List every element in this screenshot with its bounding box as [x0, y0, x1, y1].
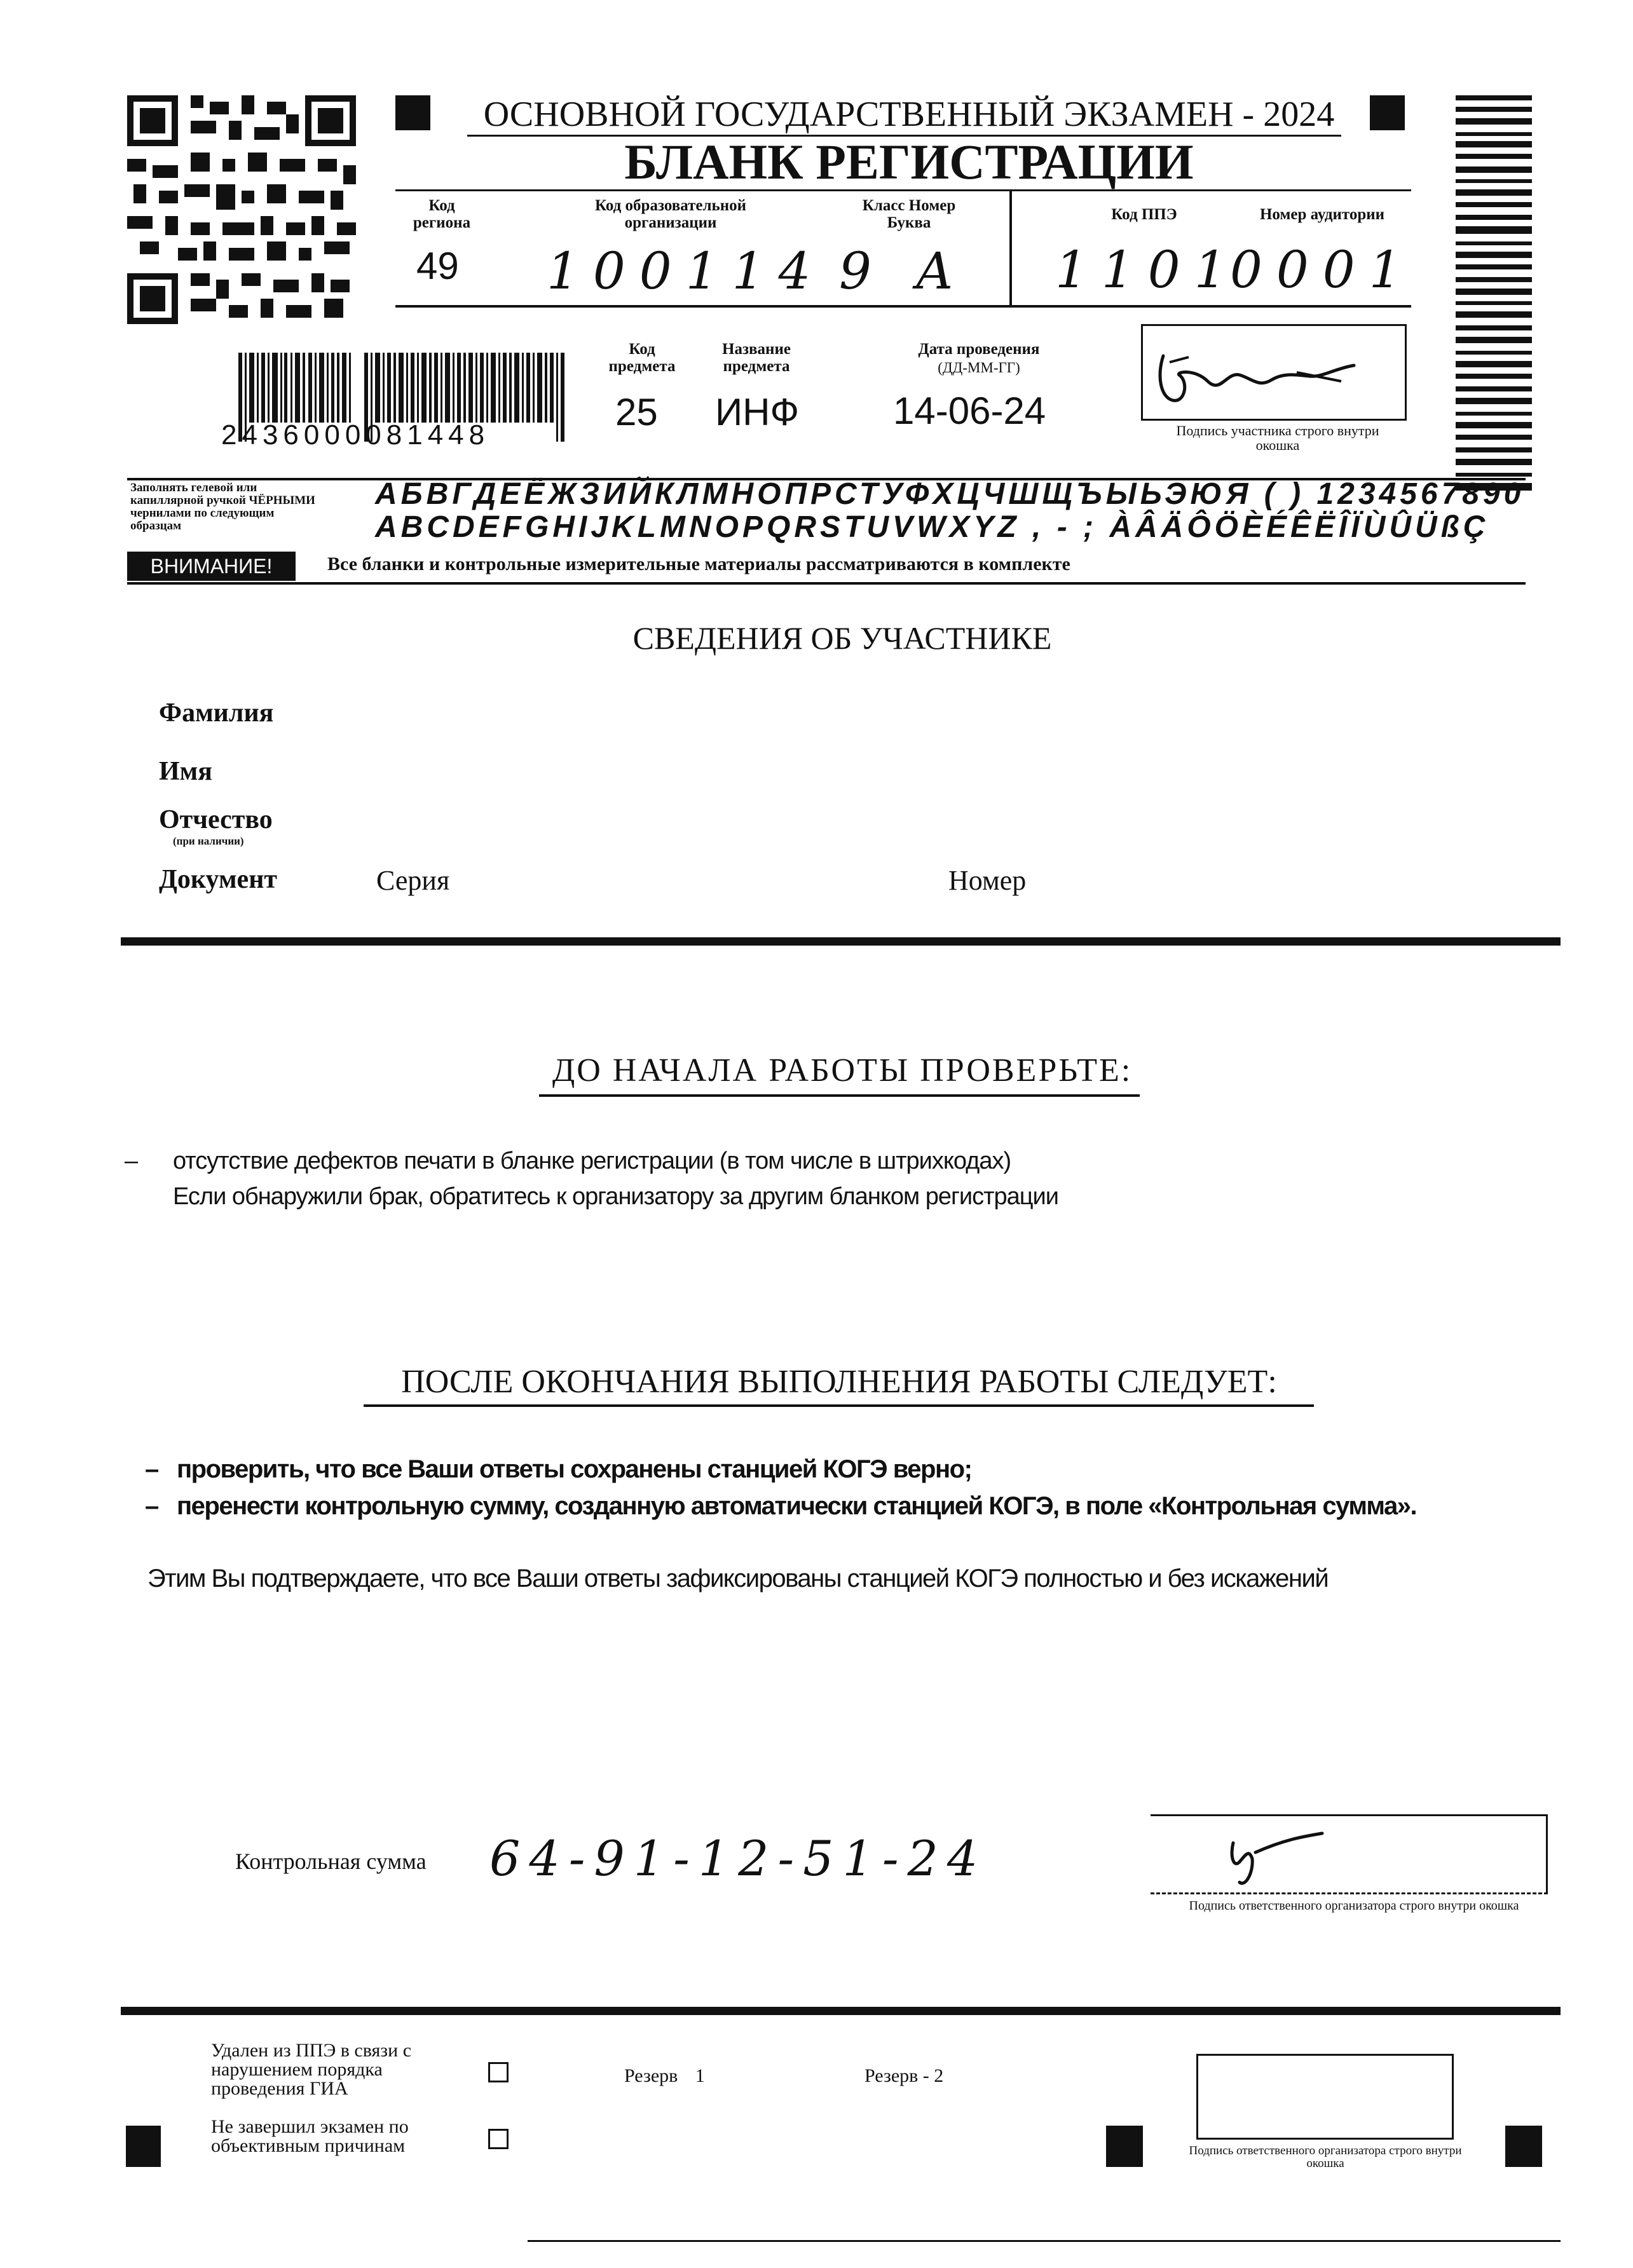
sample-row-2: ABCDEFGHIJKLMNOPQRSTUVWXYZ , - ; ÀÂÄÔÖÈÉÊËÎÏÙÛÜßÇ	[375, 510, 1489, 544]
after-item-1: проверить, что все Ваши ответы сохранены станцией КОГЭ верно;	[177, 1455, 972, 1483]
signature-scribble	[1151, 337, 1373, 413]
after-item-2: перенести контрольную сумму, созданную автоматически станцией КОГЭ, в поле «Контрольная сумма».	[177, 1492, 1417, 1520]
sample-instruction: Заполнять гелевой или капиллярной ручкой ЧЁРНЫМИ чернилами по следующим образцам	[130, 481, 315, 533]
divider	[121, 937, 1561, 946]
corner-marker	[1370, 95, 1405, 130]
patronymic-label: Отчество	[159, 805, 273, 834]
room-label: Номер аудитории	[1259, 206, 1385, 223]
divider	[395, 305, 1411, 308]
divider	[539, 1094, 1140, 1097]
checksum-label: Контрольная сумма	[235, 1849, 427, 1874]
attention-badge: ВНИМАНИЕ!	[127, 552, 296, 581]
after-confirm: Этим Вы подтверждаете, что все Ваши ответы зафиксированы станцией КОГЭ полностью и без искажений	[147, 1565, 1329, 1592]
class-label: Класс Номер Буква	[862, 197, 956, 231]
corner-marker	[126, 2126, 161, 2167]
form-title: БЛАНК РЕГИСТРАЦИИ	[624, 134, 1194, 189]
divider	[1009, 189, 1012, 308]
sample-row-1: АБВГДЕЁЖЗИЙКЛМНОПРСТУФХЦЧШЩЪЫЬЭЮЯ ( ) 1234567890	[375, 477, 1525, 511]
name-label: Имя	[159, 757, 212, 786]
qr-code	[127, 95, 356, 324]
subject-name-label: Название предмета	[722, 341, 791, 375]
footer-signature-caption: Подпись ответственного организатора строго внутри окошка	[1189, 2144, 1462, 2170]
organizer-signature-caption: Подпись ответственного организатора строго внутри окошка	[1189, 1899, 1519, 1913]
timing-marks	[1456, 95, 1532, 499]
reserve-2-label: Резерв - 2	[864, 2065, 944, 2086]
signature-scribble	[1220, 1824, 1348, 1894]
region-label: Код региона	[413, 197, 471, 231]
document-label: Документ	[159, 865, 278, 894]
series-label: Серия	[376, 865, 450, 896]
participant-signature-caption: Подпись участника строго внутри окошка	[1176, 423, 1379, 453]
divider	[364, 1404, 1314, 1407]
unfinished-checkbox[interactable]	[488, 2129, 509, 2149]
subject-code-label: Код предмета	[608, 341, 676, 375]
divider	[395, 189, 1411, 191]
ppe-value: 1101	[1055, 240, 1241, 299]
class-letter: А	[915, 241, 968, 301]
before-line-1: отсутствие дефектов печати в бланке регистрации (в том числе в штрихкодах)	[173, 1148, 1011, 1174]
organizer-signature-box[interactable]	[1151, 1814, 1548, 1894]
corner-marker	[1505, 2126, 1542, 2167]
reserve-1-label: Резерв 1	[624, 2065, 705, 2086]
class-number: 9	[839, 241, 885, 301]
removed-checkbox[interactable]	[488, 2062, 509, 2082]
subject-code-value: 25	[615, 391, 658, 433]
surname-label: Фамилия	[159, 698, 274, 728]
participant-title: СВЕДЕНИЯ ОБ УЧАСТНИКЕ	[632, 620, 1052, 656]
corner-marker	[1106, 2126, 1143, 2167]
before-title: ДО НАЧАЛА РАБОТЫ ПРОВЕРЬТЕ:	[552, 1052, 1133, 1089]
bullet-dash: –	[145, 1455, 160, 1483]
organizer-signature-base	[1151, 1892, 1548, 1894]
date-format: (ДД-ММ-ГГ)	[938, 360, 1020, 376]
org-label: Код образовательной организации	[594, 197, 747, 231]
bullet-dash: –	[125, 1148, 139, 1174]
subject-name-value: ИНФ	[715, 391, 800, 433]
checksum-value[interactable]: 64-91-12-51-24	[489, 1830, 987, 1887]
removed-label: Удален из ППЭ в связи с нарушением порядка проведения ГИА	[211, 2040, 412, 2099]
unfinished-label: Не завершил экзамен по объективным причинам	[211, 2116, 409, 2156]
date-label: Дата проведения	[918, 341, 1040, 358]
after-title: ПОСЛЕ ОКОНЧАНИЯ ВЫПОЛНЕНИЯ РАБОТЫ СЛЕДУЕТ:	[401, 1364, 1277, 1400]
attention-text: Все бланки и контрольные измерительные материалы рассматриваются в комплекте	[327, 553, 1070, 574]
footer-signature-box[interactable]	[1196, 2054, 1454, 2140]
before-line-2: Если обнаружили брак, обратитесь к организатору за другим бланком регистрации	[173, 1183, 1058, 1210]
ppe-label: Код ППЭ	[1111, 206, 1177, 223]
patronymic-note: (при наличии)	[173, 835, 244, 847]
corner-marker	[395, 95, 430, 130]
barcode-number: 2436000081448	[221, 419, 490, 451]
divider	[127, 582, 1526, 585]
room-value: 0001	[1230, 240, 1416, 299]
date-value: 14-06-24	[893, 390, 1046, 432]
region-value: 49	[416, 245, 459, 287]
bullet-dash: –	[145, 1492, 160, 1520]
divider	[528, 2240, 1561, 2242]
exam-title: ОСНОВНОЙ ГОСУДАРСТВЕННЫЙ ЭКЗАМЕН - 2024	[483, 95, 1335, 134]
org-value: 100114	[547, 241, 825, 301]
number-label: Номер	[948, 865, 1027, 896]
divider	[121, 2007, 1561, 2015]
